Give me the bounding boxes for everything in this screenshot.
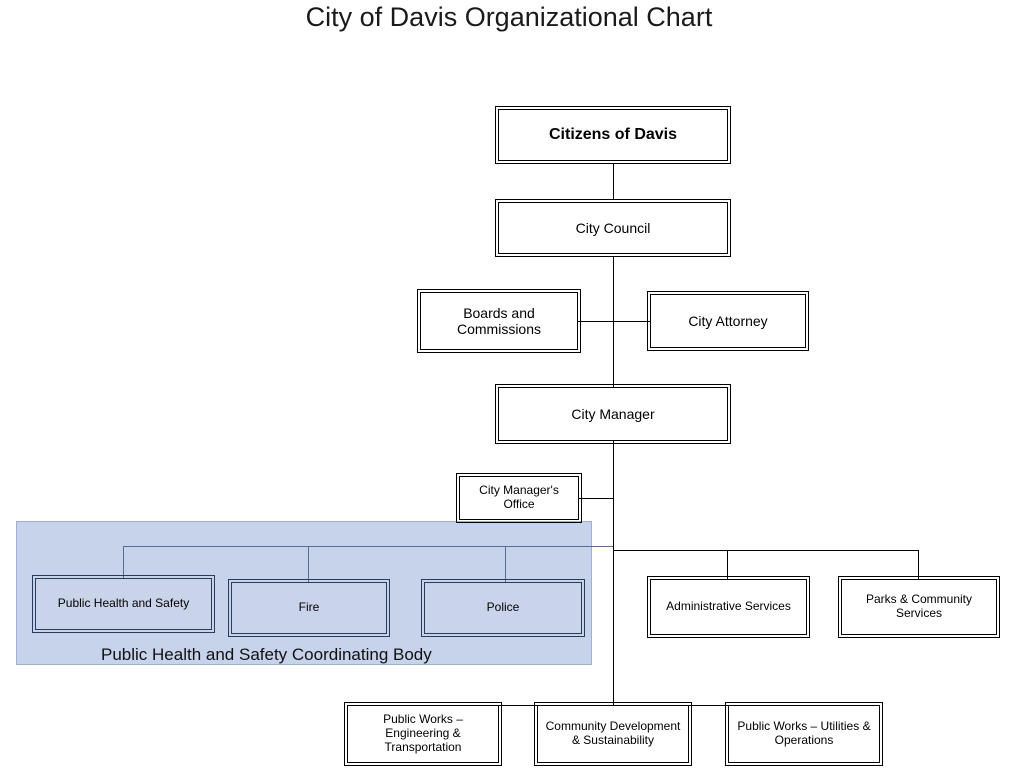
node-citizens-of-davis[interactable]: Citizens of Davis	[498, 109, 728, 161]
node-public-works-utilities-operations[interactable]: Public Works – Utilities & Operations	[728, 705, 880, 763]
node-city-council[interactable]: City Council	[498, 202, 728, 254]
node-public-health-and-safety[interactable]: Public Health and Safety	[35, 578, 212, 630]
connector-boards-attorney	[578, 321, 654, 322]
node-boards-and-commissions[interactable]: Boards and Commissions	[420, 292, 578, 350]
node-city-attorney[interactable]: City Attorney	[650, 294, 806, 348]
connector-cmo-trunk	[578, 498, 614, 499]
connector-manager-trunk	[613, 441, 614, 550]
page-title: City of Davis Organizational Chart	[305, 2, 713, 32]
node-city-manager[interactable]: City Manager	[498, 387, 728, 441]
connector-phs-bar	[123, 546, 505, 547]
node-public-works-engineering-transportation[interactable]: Public Works – Engineering & Transportation	[347, 705, 499, 763]
node-city-managers-office[interactable]: City Manager's Office	[459, 476, 579, 520]
connector-admin-drop	[727, 550, 728, 579]
connector-parks-drop	[918, 550, 919, 579]
connector-trunk-bottom	[613, 550, 614, 705]
connector-panel-to-trunk	[505, 546, 613, 547]
node-administrative-services[interactable]: Administrative Services	[650, 579, 807, 635]
connector-police-drop	[505, 546, 506, 582]
node-parks-community-services[interactable]: Parks & Community Services	[841, 579, 997, 635]
node-community-development-sustainability[interactable]: Community Development & Sustainability	[537, 705, 689, 763]
coordinating-body-label: Public Health and Safety Coordinating Body	[101, 645, 432, 664]
connector-citizens-council	[613, 163, 614, 200]
connector-dept-bar	[613, 550, 919, 551]
connector-phs-drop	[123, 546, 124, 578]
node-police[interactable]: Police	[424, 582, 582, 634]
connector-fire-drop	[308, 546, 309, 582]
node-fire[interactable]: Fire	[231, 582, 387, 634]
